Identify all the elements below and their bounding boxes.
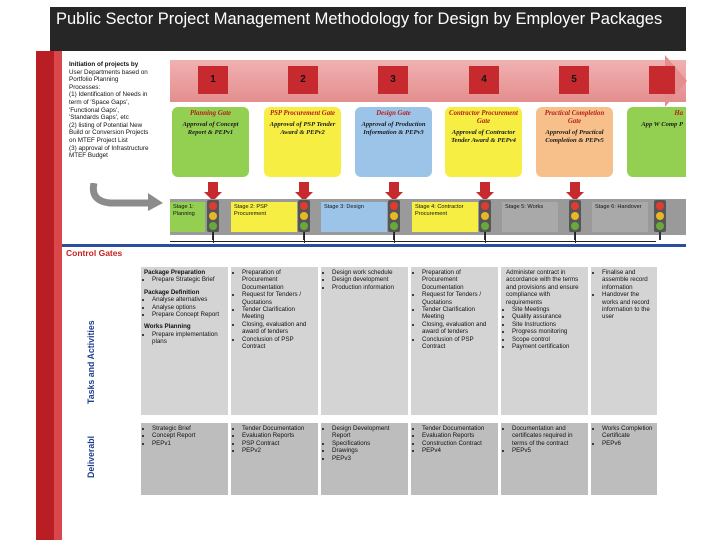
traffic-light-icon <box>569 200 581 232</box>
task-item: • Site Meetings <box>512 306 585 313</box>
control-gate-connector <box>170 241 656 242</box>
gate-practical-completion <box>536 107 613 177</box>
initiation-line: (3) approval of Infrastructure <box>69 144 149 152</box>
deliverable-item: • Works Completion Certificate <box>602 425 654 440</box>
gate-name: Contractor Procurement Gate <box>449 110 518 125</box>
gate-number-6 <box>649 66 675 94</box>
task-intro: Administer contract in accordance with the terms and provisions and ensure compliance with requirements <box>506 269 579 306</box>
stage-3: Stage 3: Design <box>321 202 387 232</box>
deliverable-item: • Specifications <box>332 440 405 447</box>
deliverables-cell-works <box>500 422 589 496</box>
down-arrow-icon <box>299 182 309 192</box>
deliverable-item: • Evaluation Reports <box>242 432 315 439</box>
gate-number-3: 3 <box>378 66 408 94</box>
connector-tick <box>213 232 214 243</box>
task-item: • Production information <box>332 284 405 291</box>
control-gates-label: Control Gates <box>66 248 123 258</box>
task-item: • Closing, evaluation and award of tenders <box>242 321 315 336</box>
task-item: • Scope control <box>512 336 585 343</box>
gate-planning <box>172 107 249 177</box>
gate-design <box>355 107 432 177</box>
deliverables-cell-planning <box>140 422 229 496</box>
deliverable-item: • PEPv6 <box>602 440 654 447</box>
initiation-line: Processes: <box>69 83 101 91</box>
tasks-cell-planning <box>140 266 229 416</box>
deliverable-item: • Documentation and certificates required in terms of the contract <box>512 425 585 447</box>
deliverable-item: • Design Development Report <box>332 425 405 440</box>
initiation-line: Build or Conversion Projects <box>69 129 149 137</box>
connector-tick <box>304 232 305 243</box>
gate-name: PSP Procurement Gate <box>269 110 336 117</box>
tasks-row-label: Tasks and Activities <box>86 320 96 404</box>
deliverables-cell-handover <box>590 422 658 496</box>
initiation-line: 'Functional Gaps', <box>69 106 120 114</box>
gate-number-5: 5 <box>559 66 589 94</box>
gate-approval: Approval of Production Information & PEPv3 <box>361 121 426 136</box>
stage-2: Stage 2: PSP Procurement <box>231 202 297 232</box>
stage-6: Stage 6: Handover <box>592 202 648 232</box>
task-item: • Request for Tenders / Quotations <box>422 291 495 306</box>
tasks-cell-contractor-procurement <box>410 266 499 416</box>
task-item: • Analyse alternatives <box>152 296 225 303</box>
deliverable-item: • PEPv2 <box>242 447 315 454</box>
task-item: • Prepare Strategic Brief <box>152 276 225 283</box>
task-item: • Preparation of Procurement Documentation <box>242 269 315 291</box>
task-item: • Design work schedule <box>332 269 405 276</box>
gate-handover-partial <box>627 107 686 177</box>
gate-number-1: 1 <box>198 66 228 94</box>
initiation-line: (1) Identification of Needs in <box>69 91 148 99</box>
connector-tick <box>485 232 486 243</box>
initiation-line: on MTEF Project List <box>69 136 128 144</box>
task-group-heading: Works Planning <box>144 323 191 331</box>
gate-name: Planning Gate <box>190 110 231 117</box>
initiation-heading: Initiation of projects by <box>69 61 139 68</box>
gate-number-4: 4 <box>469 66 499 94</box>
initiation-line: (2) listing of Potential New <box>69 121 143 129</box>
gate-psp-procurement <box>264 107 341 177</box>
deliverables-row-label: Deliverabl <box>86 435 96 478</box>
task-item: • Conclusion of PSP Contract <box>242 336 315 351</box>
slide-title: Public Sector Project Management Methodology for Design by Employer Packages <box>56 10 663 28</box>
deliverable-item: • Drawings <box>332 447 405 454</box>
traffic-light-icon <box>388 200 400 232</box>
connector-tick <box>575 232 576 243</box>
initiation-line: User Departments based on <box>69 68 148 76</box>
stage-1: Stage 1: Planning <box>170 202 205 232</box>
tasks-cell-psp-procurement <box>230 266 319 416</box>
tasks-cell-works <box>500 266 589 416</box>
red-strip-accent <box>54 51 62 540</box>
deliverable-item: • Evaluation Reports <box>422 432 495 439</box>
task-item: • Prepare Concept Report <box>152 311 225 318</box>
initiation-arrow-icon <box>88 183 163 211</box>
control-gates-divider <box>62 244 686 247</box>
task-group-heading: Package Preparation <box>144 269 206 276</box>
initiation-line: term of 'Space Gaps', <box>69 98 130 106</box>
task-item: • Design development <box>332 276 405 283</box>
task-item: • Request for Tenders / Quotations <box>242 291 315 306</box>
gate-contractor-procurement <box>445 107 522 177</box>
task-item: • Quality assurance <box>512 313 585 320</box>
deliverable-item: • Tender Documentation <box>422 425 495 432</box>
initiation-line: MTEF Budget <box>69 152 108 160</box>
deliverable-item: • Strategic Brief <box>152 425 225 432</box>
gate-arrow-band <box>170 60 686 102</box>
left-red-strip <box>36 51 62 540</box>
gate-name: Practical Completion Gate <box>544 110 605 125</box>
tasks-cell-design <box>320 266 409 416</box>
gate-approval: Approval of Practical Completion & PEPv5 <box>545 129 604 144</box>
task-item: • Site Instructions <box>512 321 585 328</box>
deliverable-item: • Construction Contract <box>422 440 495 447</box>
down-arrow-icon <box>208 182 218 192</box>
stage-4: Stage 4: Contractor Procurement <box>412 202 478 232</box>
deliverable-item: • PEPv3 <box>332 455 405 462</box>
down-arrow-icon <box>570 182 580 192</box>
task-item: • Progress monitoring <box>512 328 585 335</box>
stage-5: Stage 5: Works <box>502 202 558 232</box>
down-arrow-icon <box>389 182 399 192</box>
deliverable-item: • Concept Report <box>152 432 225 439</box>
task-item: • Conclusion of PSP Contract <box>422 336 495 351</box>
initiation-line: 'Standards Gaps', etc <box>69 114 129 122</box>
connector-tick <box>394 232 395 243</box>
traffic-light-icon <box>479 200 491 232</box>
gate-name: Design Gate <box>376 110 411 117</box>
deliverables-cell-psp-procurement <box>230 422 319 496</box>
gate-number-2: 2 <box>288 66 318 94</box>
task-item: • Payment certification <box>512 343 585 350</box>
traffic-light-icon <box>654 200 666 232</box>
task-item: • Preparation of Procurement Documentation <box>422 269 495 291</box>
deliverable-item: • PSP Contract <box>242 440 315 447</box>
task-item: • Closing, evaluation and award of tenders <box>422 321 495 336</box>
task-item: • Tender Clarification Meeting <box>242 306 315 321</box>
traffic-light-icon <box>298 200 310 232</box>
down-arrow-icon <box>480 182 490 192</box>
deliverable-item: • PEPv1 <box>152 440 225 447</box>
task-item: • Prepare implementation plans <box>152 331 225 346</box>
deliverable-item: • Tender Documentation <box>242 425 315 432</box>
gate-approval: Approval of Contractor Tender Award & PEPv4 <box>451 129 516 144</box>
tasks-cell-handover <box>590 266 658 416</box>
gate-approval: App W Comp P <box>641 121 683 128</box>
deliverables-cell-design <box>320 422 409 496</box>
initiation-line: Portfolio Planning <box>69 76 119 84</box>
deliverable-item: • PEPv4 <box>422 447 495 454</box>
deliverable-item: • PEPv5 <box>512 447 585 454</box>
task-item: • Tender Clarification Meeting <box>422 306 495 321</box>
gate-name: Ha <box>674 110 683 117</box>
task-item: • Handover the works and record information to the user <box>602 291 654 321</box>
deliverables-cell-contractor-procurement <box>410 422 499 496</box>
task-group-heading: Package Definition <box>144 288 200 296</box>
task-item: • Analyse options <box>152 304 225 311</box>
traffic-light-icon <box>207 200 219 232</box>
gate-approval: Approval of PSP Tender Award & PEPv2 <box>269 121 336 136</box>
gate-approval: Approval of Concept Report & PEPv1 <box>182 121 239 136</box>
task-item: • Finalise and assemble record information <box>602 269 654 291</box>
